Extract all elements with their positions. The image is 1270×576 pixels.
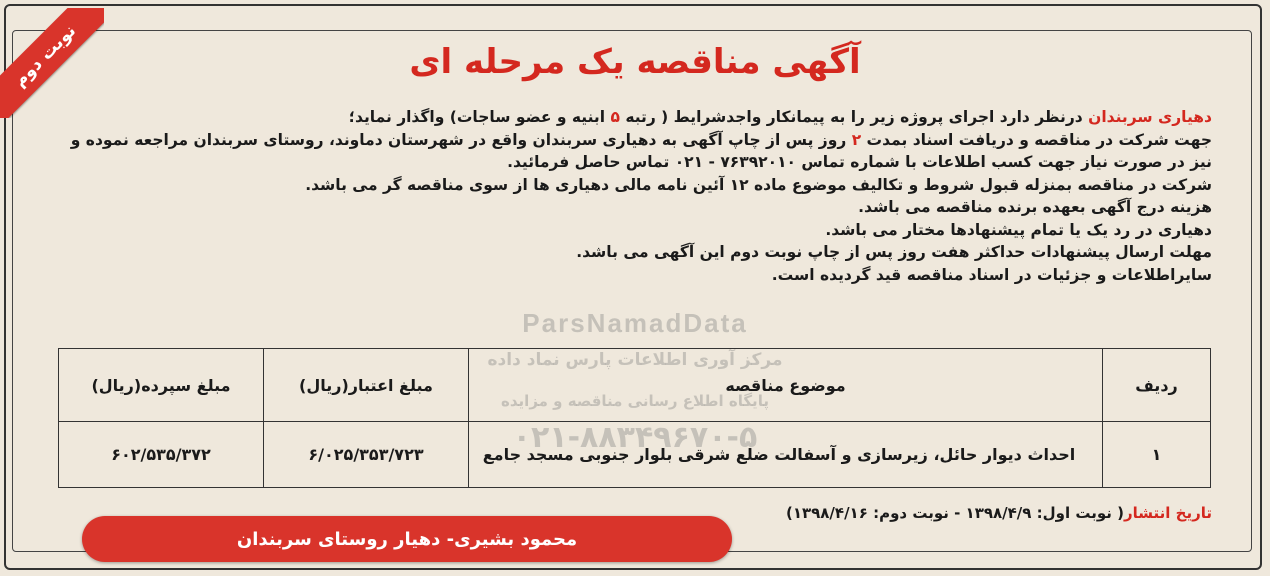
header-index: ردیف — [1103, 349, 1211, 422]
paragraph-1 — [62, 106, 1212, 129]
paragraph-3: نیز در صورت نیاز جهت کسب اطلاعات با شماره تماس ۷۶۳۹۲۰۱۰ - ۰۲۱ تماس حاصل فرمائید. — [507, 153, 1212, 171]
watermark-phone: ۰۲۱-۸۸۳۴۹۶۷۰-۵ — [512, 420, 758, 455]
header-deposit: مبلغ سپرده(ریال) — [59, 349, 264, 422]
watermark-latin: ParsNamadData — [522, 308, 748, 338]
header-subject: موضوع مناقصه — [469, 349, 1103, 422]
tender-table — [58, 348, 1211, 488]
table-header-row — [59, 349, 1211, 422]
paragraph-6: دهیاری در رد یک یا تمام پیشنهادها مختار می باشد. — [825, 220, 1212, 239]
cell-credit: ۶/۰۲۵/۳۵۳/۷۲۳ — [264, 422, 469, 488]
signature-banner: محمود بشیری- دهیار روستای سربندان — [82, 516, 732, 562]
paragraph-2-rest: روز پس از چاپ آگهی به دهیاری سربندان واقع در شهرستان دماوند، روستای سربندان مراجعه نموده و — [70, 130, 852, 149]
ribbon-label: نوبت دوم — [0, 8, 104, 118]
organization-name: دهیاری سربندان — [1088, 108, 1212, 126]
paragraph-7: مهلت ارسال پیشنهادات حداکثر هفت روز پس از چاپ نوبت دوم این آگهی می باشد. — [576, 243, 1212, 261]
corner-ribbon — [0, 8, 104, 118]
paragraph-1-mid: درنظر دارد اجرای پروژه زیر را به پیمانکار واجدشرایط ( رتبه — [619, 108, 1089, 126]
cell-deposit: ۶۰۲/۵۳۵/۳۷۲ — [59, 422, 264, 488]
publication-dates — [786, 504, 1212, 522]
paragraph-8: سایراطلاعات و جزئیات در اسناد مناقصه قید گردیده است. — [771, 265, 1212, 284]
table-row — [59, 422, 1211, 488]
page-title: آگهی مناقصه یک مرحله ای — [409, 42, 861, 82]
publication-label: تاریخ انتشار — [1124, 504, 1212, 522]
cell-subject: احداث دیوار حائل، زیرسازی و آسفالت ضلع شرقی بلوار جنوبی مسجد جامع — [469, 422, 1103, 488]
paragraph-2 — [62, 129, 1212, 152]
document-days: ۲ — [851, 130, 862, 149]
watermark-line-3: پایگاه اطلاع رسانی مناقصه و مزایده — [501, 392, 769, 410]
paragraph-4: شرکت در مناقصه بمنزله قبول شروط و تکالیف موضوع ماده ۱۲ آئین نامه مالی دهیاری ها از سوی مناقصه گر می باشد. — [305, 175, 1212, 194]
announcement-body — [62, 106, 1212, 286]
publication-text: ( نوبت اول: ۱۳۹۸/۴/۹ - نوبت دوم: ۱۳۹۸/۴/۱۶) — [785, 504, 1124, 522]
paragraph-2-start: جهت شرکت در مناقصه و دریافت اسناد بمدت — [861, 130, 1212, 149]
paragraph-5: هزینه درج آگهی بعهده برنده مناقصه می باشد. — [858, 198, 1212, 216]
paragraph-1-rest: ابنیه و عضو ساجات) واگذار نماید؛ — [348, 108, 611, 126]
cell-index: ۱ — [1103, 422, 1211, 488]
contractor-rank: ۵ — [610, 108, 620, 126]
header-credit: مبلغ اعتبار(ریال) — [264, 349, 469, 422]
watermark-line-2: مرکز آوری اطلاعات پارس نماد داده — [487, 350, 783, 370]
